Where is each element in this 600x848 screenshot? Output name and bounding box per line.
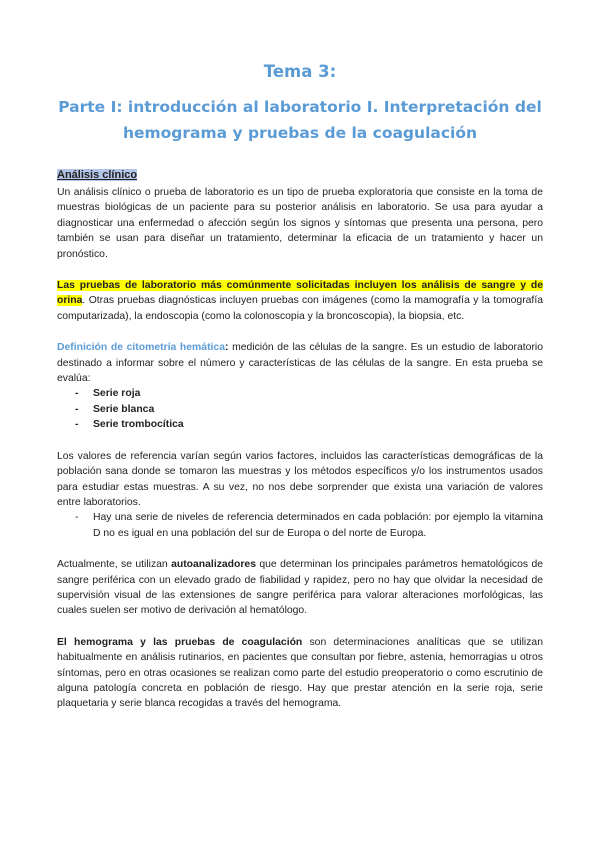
- term-citometria: Definición de citometría hemática: [57, 342, 225, 354]
- list-item: - Serie roja: [75, 386, 543, 401]
- list-item: - Serie trombocítica: [75, 417, 543, 432]
- subtitle-line-2: hemograma y pruebas de la coagulación: [122, 124, 478, 142]
- page-subtitle: [57, 82, 543, 146]
- page-title: Tema 3:: [263, 62, 337, 81]
- paragraph-reference-values: Los valores de referencia varían según varios factores, incluidos las características demográficas de la población sana donde se tomaron las muestras y los métodos específicos y/o los instrumentos usados para estudiar estas muestras. A su vez, no nos debe sorprender que exista una variación de valores entre laboratorios.: [57, 450, 543, 508]
- list-item: - Hay una serie de niveles de referencia determinados en cada población: por ejemplo la vitamina D no es igual en una población del sur de Europa o del norte de Europa.: [75, 510, 543, 541]
- subtitle-line-1: Parte I: introducción al laboratorio I. Interpretación del: [58, 98, 542, 116]
- series-list: [57, 386, 543, 432]
- paragraph-hemograma: El hemograma y las pruebas de coagulación son determinaciones analíticas que se utilizan habitualmente en análisis rutinarios, en pacientes que consultan por fiebre, astenia, hemorragias u otros síntomas, pero en otras ocasiones se realizan como parte del estudio preoperatorio o como escrutinio de alguna patología concreta en población de riesgo. Hay que prestar atención en la serie roja, serie plaquetaria y serie blanca recogidas a través del hemograma.: [57, 636, 543, 710]
- title-block: [57, 0, 543, 146]
- section-heading: Análisis clínico: [57, 169, 138, 181]
- paragraph-autoanalizadores: Actualmente, se utilizan autoanalizadores que determinan los principales parámetros hematológicos de sangre periférica con un elevado grado de fiabilidad y rapidez, pero no hay que olvidar la necesidad de supervisión visual de las extensiones de sangre periférica para valorar alteraciones morfológicas, las cuales suelen ser motivo de derivación al hematólogo.: [57, 559, 543, 617]
- highlighted-text: Las pruebas de laboratorio más comúnmente solicitadas incluyen los análisis de sangre y de orina: [57, 280, 543, 307]
- paragraph-intro: Un análisis clínico o prueba de laboratorio es un tipo de prueba exploratoria que consiste en la toma de muestras biológicas de un paciente para su posterior análisis en laboratorio. Se usa para ayudar a diagnosticar una enfermedad o afección según los signos y síntomas que presenta una persona, pero también se usan para diseñar un tratamiento, determinar la eficacia de un tratamiento y hacer un pronóstico.: [57, 187, 543, 260]
- list-item: - Serie blanca: [75, 402, 543, 417]
- paragraph-citometria: Definición de citometría hemática: medición de las células de la sangre. Es un estudio de laboratorio destinado a informar sobre el número y características de las células de la sangre. En esta prueba se evalúa:: [57, 342, 543, 385]
- paragraph-common-tests: Las pruebas de laboratorio más comúnmente solicitadas incluyen los análisis de sangre y de orina. Otras pruebas diagnósticas incluyen pruebas con imágenes (como la mamografía y la tomografía computarizada), la endoscopia (como la colonoscopia y la broncoscopia), la biopsia, etc.: [57, 280, 543, 322]
- reference-list: [57, 510, 543, 541]
